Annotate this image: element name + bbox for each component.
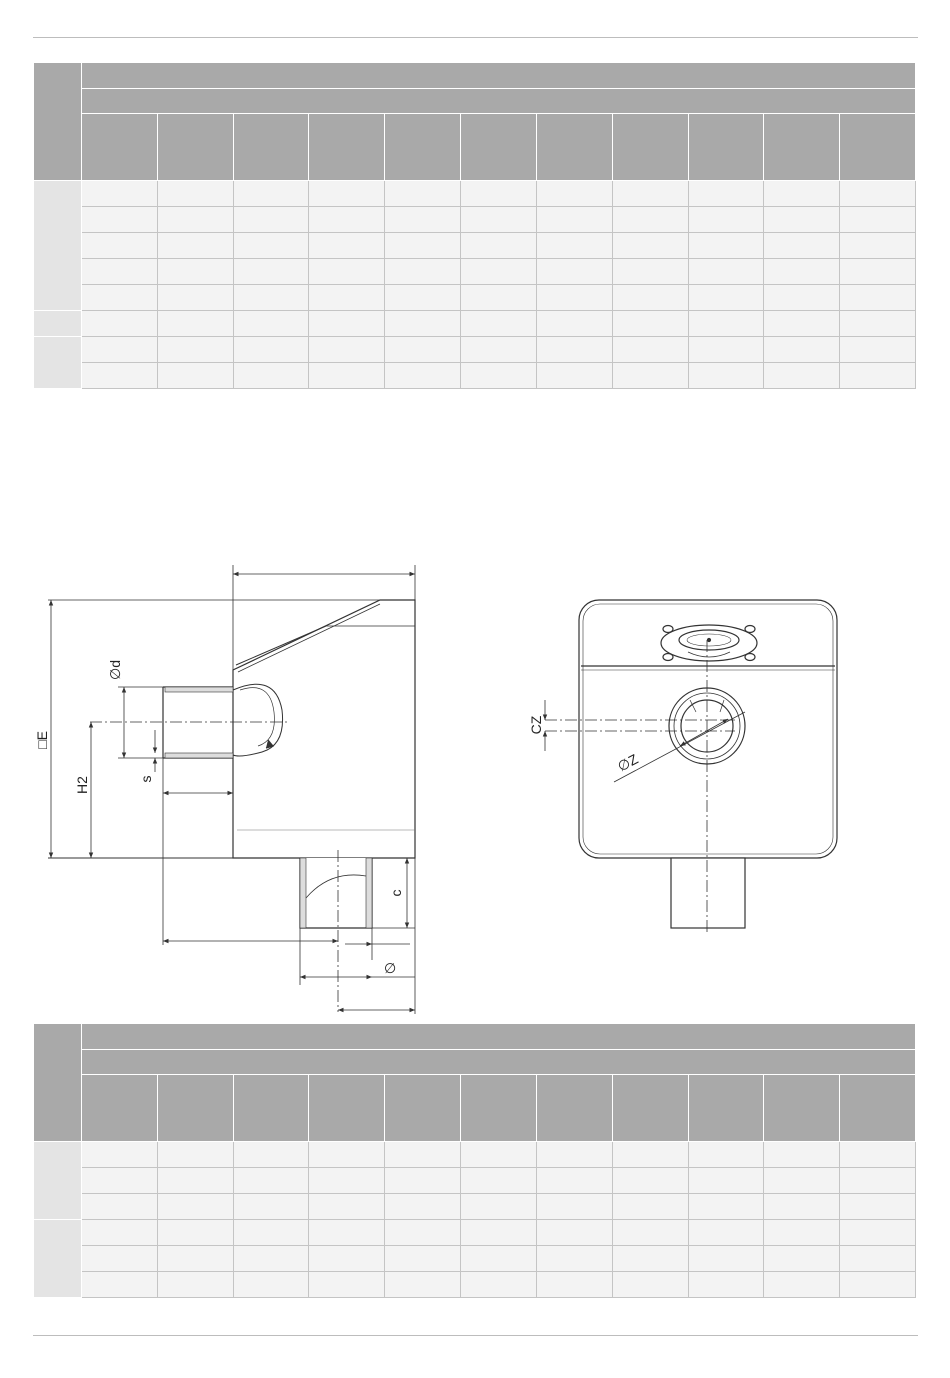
column-header (688, 114, 764, 181)
table-row (34, 363, 916, 389)
column-header (157, 1075, 233, 1142)
table-row (34, 311, 916, 337)
bottom-rule (33, 1335, 918, 1336)
table-row (34, 207, 916, 233)
column-header (840, 1075, 916, 1142)
table-row (34, 181, 916, 207)
table-row (34, 1168, 916, 1194)
column-header (385, 114, 461, 181)
column-header (233, 114, 309, 181)
table-row (34, 1194, 916, 1220)
table-subtitle-row (82, 1050, 916, 1075)
column-header (840, 114, 916, 181)
column-header (764, 114, 840, 181)
column-header (612, 1075, 688, 1142)
table-column-headers (34, 1075, 916, 1142)
table-row (34, 1246, 916, 1272)
label-c: c (388, 889, 404, 897)
label-dia: ∅ (384, 960, 397, 976)
table-row (34, 1272, 916, 1298)
column-header (385, 1075, 461, 1142)
table-row (34, 1142, 916, 1168)
column-header (461, 1075, 537, 1142)
table-title-row (82, 1024, 916, 1050)
column-header (309, 1075, 385, 1142)
row-group-label (34, 1142, 82, 1220)
side-view (48, 600, 415, 1012)
label-h2: H2 (74, 776, 90, 794)
table-corner-cell (34, 63, 82, 181)
label-dia-z: ∅Z (614, 750, 641, 775)
label-dia-d: ∅d (107, 660, 123, 680)
column-header (612, 114, 688, 181)
table-row (34, 285, 916, 311)
technical-drawing (0, 540, 950, 1020)
body-outline (233, 600, 415, 858)
table-subtitle-row (82, 89, 916, 114)
table-corner-cell (34, 1024, 82, 1142)
row-group-label (34, 337, 82, 389)
table-column-headers (34, 114, 916, 181)
column-header (82, 114, 158, 181)
column-header (157, 114, 233, 181)
spec-table-bottom (33, 1023, 916, 1298)
column-header (309, 114, 385, 181)
row-group-label (34, 181, 82, 311)
inlet-pipe (163, 687, 233, 758)
row-group-label (34, 1220, 82, 1298)
table-row (34, 259, 916, 285)
column-header (536, 114, 612, 181)
column-header (688, 1075, 764, 1142)
row-group-label (34, 311, 82, 337)
table-row (34, 1220, 916, 1246)
column-header (82, 1075, 158, 1142)
table-row (34, 233, 916, 259)
column-header (461, 114, 537, 181)
column-header (233, 1075, 309, 1142)
spec-table-top (33, 62, 916, 389)
column-header (764, 1075, 840, 1142)
column-header (536, 1075, 612, 1142)
outlet-pipe-front (671, 858, 745, 928)
table-title-row (82, 63, 916, 89)
table-row (34, 337, 916, 363)
label-square-e: □E (34, 731, 50, 749)
label-s: s (138, 775, 154, 783)
top-rule (33, 37, 918, 38)
label-cz: CZ (528, 715, 544, 735)
